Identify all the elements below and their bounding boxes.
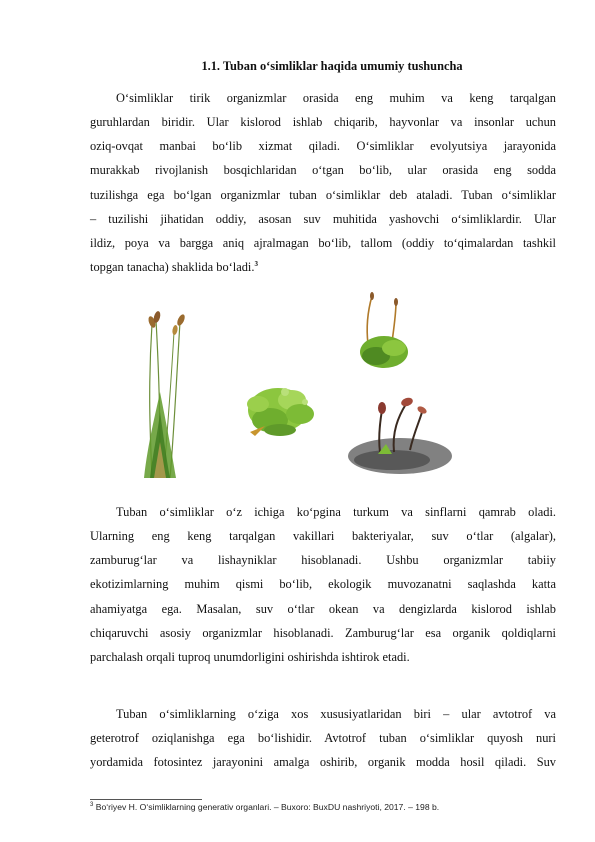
text-line: murakkab rivojlanish bosqichlaridan o‘tgan bo‘lib, ular orasida eng sodda <box>90 163 556 178</box>
capsule-plant-on-soil <box>348 396 452 474</box>
text-line: topgan tanacha) shaklida bo‘ladi.$^3$ <box>90 259 258 274</box>
paragraph-1 <box>90 86 556 279</box>
text-line: oziq-ovqat manbai bo‘lib xizmat qiladi. O‘simliklar evolyutsiya jarayonida <box>90 139 556 154</box>
text-line: zamburug‘lar va lishayniklar hisoblanadi. Ushbu organizmlar tabiiy <box>90 553 556 568</box>
text-line: chiqaruvchi asosiy organizmlar hisoblanadi. Zamburug‘lar esa organik qoldiqlarni <box>90 625 556 640</box>
footnote <box>90 801 556 813</box>
section-heading: 1.1. Tuban o‘simliklar haqida umumiy tushuncha <box>201 59 463 73</box>
text-line: Tuban o‘simliklar o‘z ichiga ko‘pgina turkum va sinflarni qamrab oladi. <box>116 505 556 519</box>
tall-moss-plant <box>144 310 186 478</box>
moss-tuft <box>360 292 408 368</box>
text-line: ildiz, poya va bargga aniq ajralmagan bo‘lib, tallom (oddiy to‘qimalardan tashkil <box>90 235 556 250</box>
text-line: ahamiyatga ega. Masalan, suv o‘tlar okean va dengizlarda kislorod ishlab <box>90 601 556 616</box>
moss-illustration <box>130 292 470 484</box>
footnote-number: 3 <box>90 802 94 809</box>
text-line: – tuzilishi jihatidan oddiy, asosan suv muhitida yashovchi o‘simliklardir. Ular <box>90 211 556 226</box>
text-line: parchalash orqali tuproq unumdorligini oshirishda ishtirok etadi. <box>90 649 410 664</box>
text-line: yordamida fotosintez jarayonini amalga oshirib, organik modda hosil qiladi. Suv <box>90 755 556 770</box>
text-line: geterotrof oziqlanishga ega bo‘lishidir. Avtotrof tuban o‘simliklar quyosh nuri <box>90 731 556 746</box>
text-line: Ularning eng keng tarqalgan vakillari bakteriyalar, suv o‘tlar (algalar), <box>90 529 556 544</box>
footnote-text: Bo‘riyev H. O‘simliklarning generativ organlari. – Buxoro: BuxDU nashriyoti, 2017. – 198 b. <box>93 802 440 812</box>
text-line: Tuban o‘simliklarning o‘ziga xos xususiyatlaridan biri – ular avtotrof va <box>116 707 556 721</box>
footnote-divider <box>90 799 202 800</box>
thallus-cluster <box>247 388 314 436</box>
text-line: guruhlardan biridir. Ular kislorod ishlab chiqarib, hayvonlar va insonlar uchun <box>90 115 556 130</box>
text-line: ekotizimlarning muhim qismi bo‘lib, ekologik muvozanatni saqlashda katta <box>90 577 556 592</box>
text-line: tuzilishga ega bo‘lgan organizmlar tuban o‘simliklar deb ataladi. Tuban o‘simliklar <box>90 187 556 202</box>
footnote-reference[interactable]: 3 <box>254 259 258 268</box>
paragraph-2 <box>90 500 556 669</box>
paragraph-3 <box>90 702 556 774</box>
text-line: O‘simliklar tirik organizmlar orasida eng muhim va keng tarqalgan <box>116 91 556 105</box>
